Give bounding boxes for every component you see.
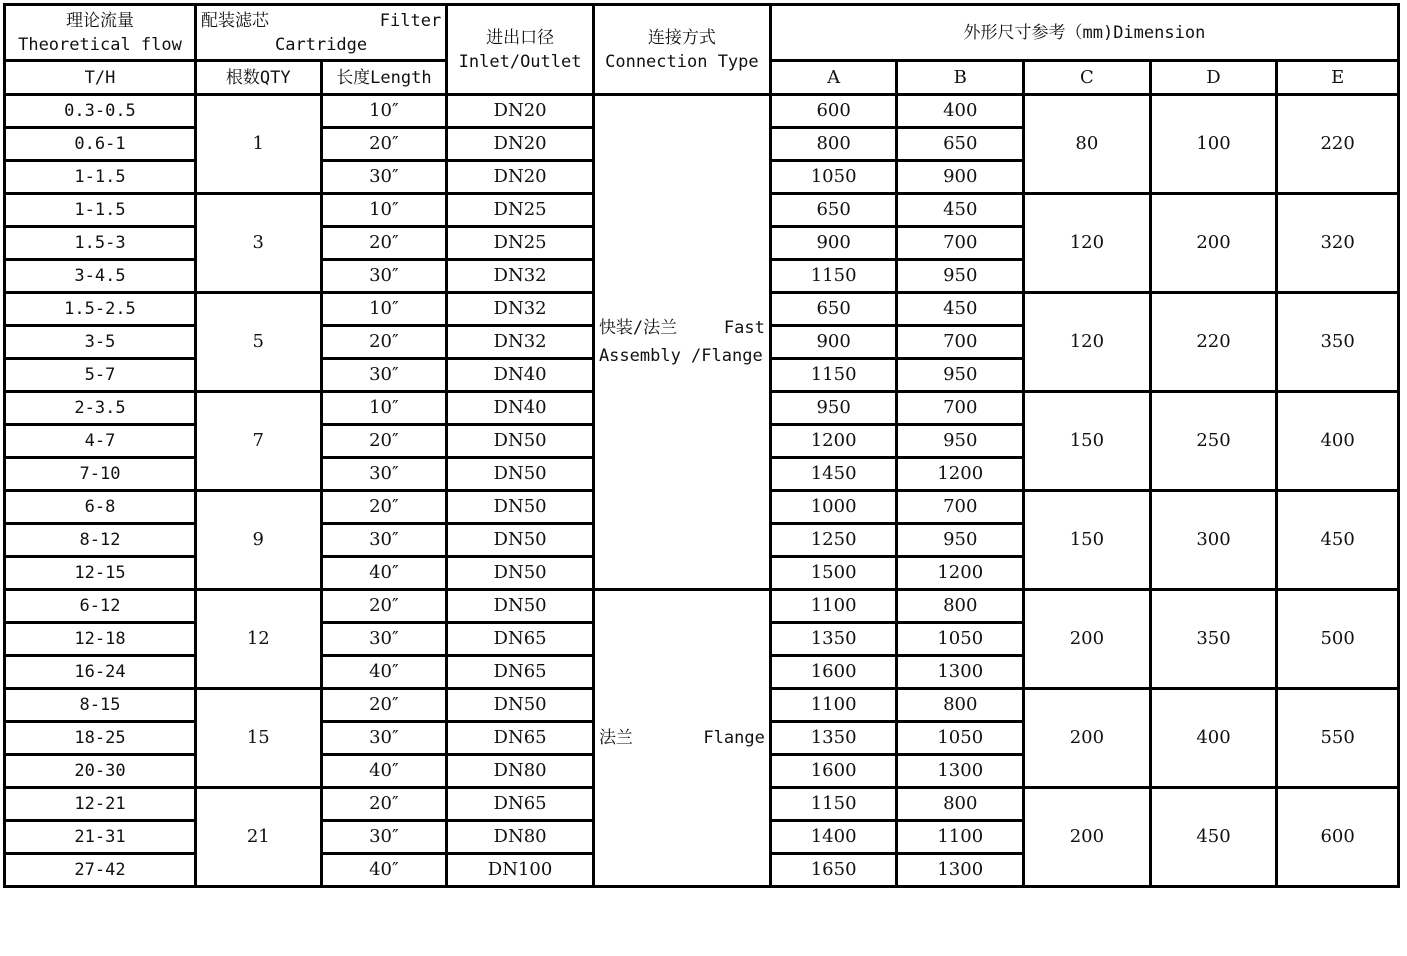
dim-a-cell: 950 — [770, 392, 897, 425]
header-filter-cartridge — [195, 5, 446, 61]
dim-a-cell: 1100 — [770, 590, 897, 623]
flow-cell: 20-30 — [5, 755, 196, 788]
inlet-outlet-cell: DN80 — [447, 755, 594, 788]
dim-a-cell: 800 — [770, 128, 897, 161]
length-cell: 20″ — [321, 326, 447, 359]
flow-cell: 1.5-3 — [5, 227, 196, 260]
flow-cell: 27-42 — [5, 854, 196, 887]
flow-cell: 5-7 — [5, 359, 196, 392]
length-cell: 30″ — [321, 260, 447, 293]
inlet-outlet-cell: DN20 — [447, 95, 594, 128]
dim-a-cell: 650 — [770, 194, 897, 227]
dim-a-cell: 1400 — [770, 821, 897, 854]
dim-a-cell: 1350 — [770, 623, 897, 656]
qty-cell: 1 — [195, 95, 321, 194]
flow-cell: 12-15 — [5, 557, 196, 590]
header-col-d: D — [1150, 61, 1277, 95]
length-cell: 30″ — [321, 623, 447, 656]
dim-b-cell: 700 — [897, 227, 1024, 260]
dim-b-cell: 800 — [897, 788, 1024, 821]
length-cell: 30″ — [321, 821, 447, 854]
flow-cell: 8-12 — [5, 524, 196, 557]
dim-c-cell: 150 — [1024, 392, 1151, 491]
inlet-outlet-cell: DN32 — [447, 326, 594, 359]
header-col-c: C — [1024, 61, 1151, 95]
dim-e-cell: 450 — [1277, 491, 1399, 590]
dim-a-cell: 1150 — [770, 359, 897, 392]
dim-b-cell: 950 — [897, 359, 1024, 392]
dim-b-cell: 1300 — [897, 656, 1024, 689]
dim-a-cell: 650 — [770, 293, 897, 326]
inlet-outlet-cell: DN32 — [447, 293, 594, 326]
dim-b-cell: 1200 — [897, 557, 1024, 590]
flow-cell: 16-24 — [5, 656, 196, 689]
dim-b-cell: 650 — [897, 128, 1024, 161]
dim-a-cell: 1100 — [770, 689, 897, 722]
table-row — [5, 95, 1399, 128]
flow-cell: 3-4.5 — [5, 260, 196, 293]
qty-cell: 12 — [195, 590, 321, 689]
flow-cn-label: 理论流量 — [65, 10, 134, 31]
filter-spec-table — [3, 3, 1400, 888]
length-cell: 20″ — [321, 491, 447, 524]
length-cell: 40″ — [321, 755, 447, 788]
length-cell: 40″ — [321, 854, 447, 887]
dim-c-cell: 120 — [1024, 194, 1151, 293]
dim-a-cell: 1000 — [770, 491, 897, 524]
dim-c-cell: 200 — [1024, 689, 1151, 788]
length-cell: 20″ — [321, 227, 447, 260]
header-length: 长度Length — [321, 61, 447, 95]
flow-cell: 18-25 — [5, 722, 196, 755]
length-cell: 20″ — [321, 425, 447, 458]
inlet-outlet-cell: DN32 — [447, 260, 594, 293]
dim-d-cell: 450 — [1150, 788, 1277, 887]
flange-cn-label: 法兰 — [598, 728, 633, 748]
header-unit: T/H — [5, 61, 196, 95]
qty-cell: 9 — [195, 491, 321, 590]
dim-d-cell: 100 — [1150, 95, 1277, 194]
inlet-outlet-cell: DN25 — [447, 194, 594, 227]
dim-c-cell: 200 — [1024, 590, 1151, 689]
conn-cn-label: 连接方式 — [647, 27, 716, 48]
inlet-outlet-cell: DN40 — [447, 359, 594, 392]
flow-cell: 0.6-1 — [5, 128, 196, 161]
qty-cell: 5 — [195, 293, 321, 392]
dim-b-cell: 950 — [897, 524, 1024, 557]
header-inlet-outlet — [447, 5, 594, 95]
connection-flange-text — [599, 724, 765, 752]
inlet-outlet-cell: DN50 — [447, 425, 594, 458]
length-cell: 20″ — [321, 689, 447, 722]
qty-cell: 3 — [195, 194, 321, 293]
dim-b-cell: 700 — [897, 491, 1024, 524]
length-cell: 30″ — [321, 359, 447, 392]
dim-d-cell: 250 — [1150, 392, 1277, 491]
dim-b-cell: 1100 — [897, 821, 1024, 854]
length-cell: 30″ — [321, 524, 447, 557]
inlet-outlet-cell: DN65 — [447, 656, 594, 689]
dim-a-cell: 900 — [770, 326, 897, 359]
dim-a-cell: 1650 — [770, 854, 897, 887]
dim-c-cell: 80 — [1024, 95, 1151, 194]
cartridge-en-label-1: Filter — [379, 10, 442, 31]
length-cell: 20″ — [321, 128, 447, 161]
header-col-e: E — [1277, 61, 1399, 95]
flow-cell: 4-7 — [5, 425, 196, 458]
dim-c-cell: 200 — [1024, 788, 1151, 887]
inlet-outlet-cell: DN65 — [447, 722, 594, 755]
length-cell: 10″ — [321, 293, 447, 326]
inlet-outlet-cell: DN50 — [447, 524, 594, 557]
inlet-outlet-cell: DN50 — [447, 491, 594, 524]
dim-d-cell: 300 — [1150, 491, 1277, 590]
flow-cell: 1-1.5 — [5, 161, 196, 194]
flow-cell: 8-15 — [5, 689, 196, 722]
dim-a-cell: 1150 — [770, 788, 897, 821]
length-cell: 10″ — [321, 194, 447, 227]
header-row-1 — [5, 5, 1399, 61]
connection-flange-cell — [593, 590, 770, 887]
flow-cell: 3-5 — [5, 326, 196, 359]
header-col-a: A — [770, 61, 897, 95]
header-theoretical-flow — [5, 5, 196, 61]
dim-a-cell: 1050 — [770, 161, 897, 194]
dim-d-cell: 350 — [1150, 590, 1277, 689]
dim-b-cell: 950 — [897, 260, 1024, 293]
dim-b-cell: 400 — [897, 95, 1024, 128]
dim-b-cell: 450 — [897, 194, 1024, 227]
dim-c-cell: 120 — [1024, 293, 1151, 392]
dim-b-cell: 450 — [897, 293, 1024, 326]
dim-b-cell: 800 — [897, 689, 1024, 722]
dim-a-cell: 1250 — [770, 524, 897, 557]
inlet-cn-label: 进出口径 — [486, 27, 555, 48]
dim-a-cell: 1600 — [770, 755, 897, 788]
flow-cell: 12-18 — [5, 623, 196, 656]
flow-cell: 12-21 — [5, 788, 196, 821]
dim-d-cell: 220 — [1150, 293, 1277, 392]
inlet-outlet-cell: DN50 — [447, 590, 594, 623]
fast-cn-label: 快装/法兰 — [598, 318, 678, 338]
inlet-outlet-cell: DN50 — [447, 557, 594, 590]
connection-fast-row — [599, 314, 765, 342]
qty-cell: 21 — [195, 788, 321, 887]
length-cell: 40″ — [321, 656, 447, 689]
fast-en-label-2: Assembly /Flange — [598, 346, 763, 366]
length-cell: 30″ — [321, 458, 447, 491]
dim-a-cell: 1200 — [770, 425, 897, 458]
dim-b-cell: 900 — [897, 161, 1024, 194]
inlet-outlet-cell: DN65 — [447, 788, 594, 821]
flow-cell: 7-10 — [5, 458, 196, 491]
conn-en-label: Connection Type — [605, 51, 759, 72]
inlet-outlet-cell: DN40 — [447, 392, 594, 425]
dim-e-cell: 500 — [1277, 590, 1399, 689]
dim-e-cell: 600 — [1277, 788, 1399, 887]
inlet-outlet-cell: DN25 — [447, 227, 594, 260]
dim-e-cell: 350 — [1277, 293, 1399, 392]
dim-b-cell: 950 — [897, 425, 1024, 458]
dim-b-cell: 1200 — [897, 458, 1024, 491]
inlet-outlet-cell: DN65 — [447, 623, 594, 656]
flow-cell: 2-3.5 — [5, 392, 196, 425]
length-cell: 40″ — [321, 557, 447, 590]
dim-e-cell: 550 — [1277, 689, 1399, 788]
dim-b-cell: 1300 — [897, 755, 1024, 788]
cartridge-label-row — [201, 9, 441, 33]
dim-a-cell: 1150 — [770, 260, 897, 293]
inlet-outlet-cell: DN100 — [447, 854, 594, 887]
header-connection-type — [593, 5, 770, 95]
length-cell: 10″ — [321, 95, 447, 128]
flow-cell: 1-1.5 — [5, 194, 196, 227]
inlet-outlet-cell: DN20 — [447, 161, 594, 194]
length-cell: 20″ — [321, 788, 447, 821]
header-dimension: 外形尺寸参考（mm)Dimension — [770, 5, 1398, 61]
dim-a-cell: 1350 — [770, 722, 897, 755]
flow-en-label: Theoretical flow — [18, 34, 182, 55]
inlet-outlet-cell: DN20 — [447, 128, 594, 161]
cartridge-cn-label: 配装滤芯 — [200, 10, 269, 31]
dim-c-cell: 150 — [1024, 491, 1151, 590]
connection-fast-flange-cell — [593, 95, 770, 590]
dim-a-cell: 1500 — [770, 557, 897, 590]
dim-d-cell: 400 — [1150, 689, 1277, 788]
flow-cell: 6-12 — [5, 590, 196, 623]
dim-e-cell: 320 — [1277, 194, 1399, 293]
dim-b-cell: 700 — [897, 326, 1024, 359]
dim-b-cell: 700 — [897, 392, 1024, 425]
inlet-en-label: Inlet/Outlet — [458, 51, 582, 72]
cartridge-en-label-2: Cartridge — [275, 34, 368, 55]
connection-fast-flange-text — [599, 314, 765, 370]
dim-b-cell: 1050 — [897, 722, 1024, 755]
table-row — [5, 590, 1399, 623]
dim-d-cell: 200 — [1150, 194, 1277, 293]
header-col-b: B — [897, 61, 1024, 95]
qty-cell: 7 — [195, 392, 321, 491]
dim-a-cell: 600 — [770, 95, 897, 128]
length-cell: 20″ — [321, 590, 447, 623]
dim-b-cell: 800 — [897, 590, 1024, 623]
qty-cell: 15 — [195, 689, 321, 788]
flow-cell: 6-8 — [5, 491, 196, 524]
flow-cell: 21-31 — [5, 821, 196, 854]
dim-a-cell: 1450 — [770, 458, 897, 491]
flow-cell: 1.5-2.5 — [5, 293, 196, 326]
inlet-outlet-cell: DN50 — [447, 458, 594, 491]
length-cell: 30″ — [321, 161, 447, 194]
spec-sheet — [3, 3, 1400, 888]
fast-en-label-1: Fast — [723, 318, 765, 338]
length-cell: 30″ — [321, 722, 447, 755]
dim-e-cell: 400 — [1277, 392, 1399, 491]
flange-en-label: Flange — [703, 728, 765, 748]
dim-b-cell: 1300 — [897, 854, 1024, 887]
dim-a-cell: 900 — [770, 227, 897, 260]
table-body — [5, 95, 1399, 887]
dim-b-cell: 1050 — [897, 623, 1024, 656]
header-qty: 根数QTY — [195, 61, 321, 95]
dim-a-cell: 1600 — [770, 656, 897, 689]
inlet-outlet-cell: DN50 — [447, 689, 594, 722]
inlet-outlet-cell: DN80 — [447, 821, 594, 854]
dim-e-cell: 220 — [1277, 95, 1399, 194]
flow-cell: 0.3-0.5 — [5, 95, 196, 128]
length-cell: 10″ — [321, 392, 447, 425]
